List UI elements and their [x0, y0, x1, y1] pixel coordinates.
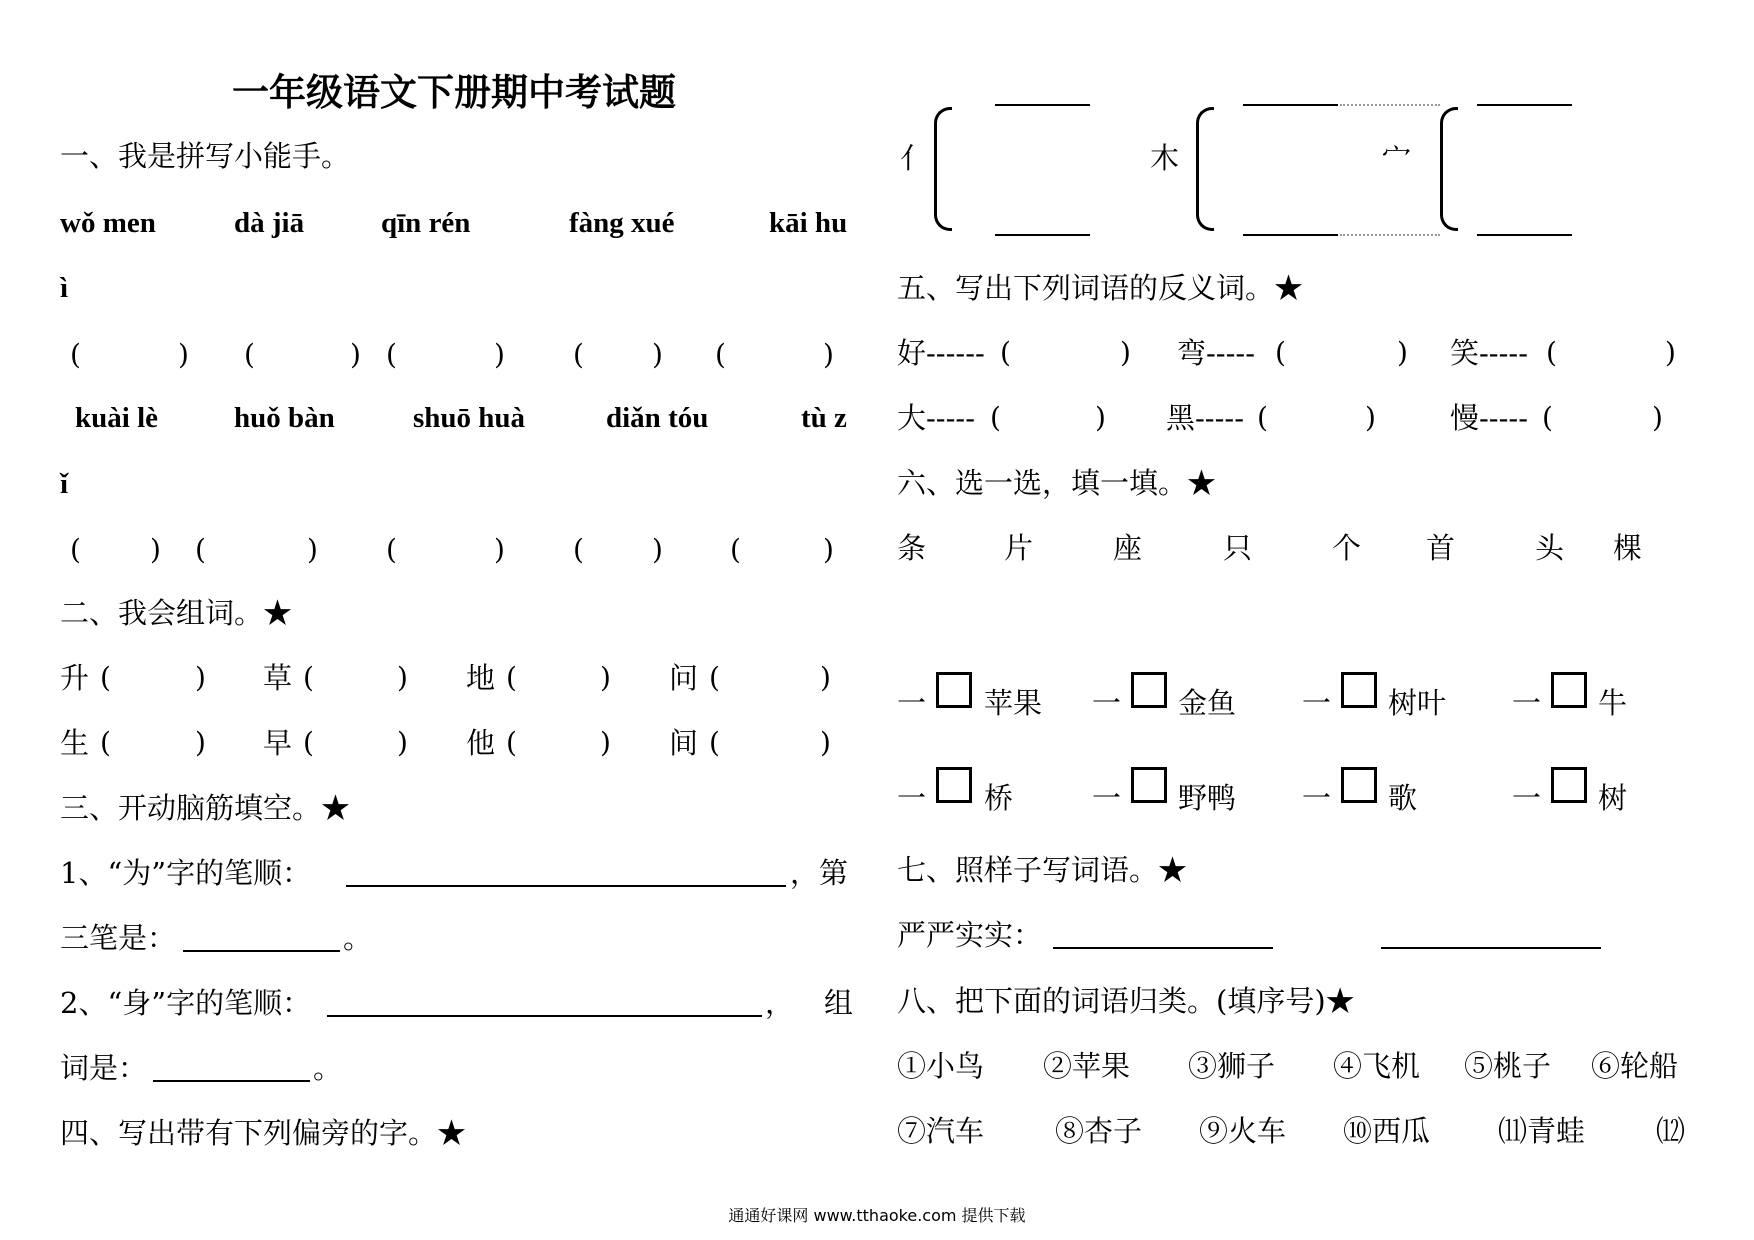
measure-word: 座 [1113, 531, 1143, 565]
measure-word: 片 [1004, 531, 1034, 565]
section-1-heading: 一、我是拼写小能手。 [60, 139, 351, 173]
answer-line[interactable] [153, 1080, 310, 1082]
measure-word: 条 [897, 531, 927, 565]
yi-char: 一 [1092, 781, 1122, 815]
fill-noun: 牛 [1598, 686, 1628, 720]
bracket [934, 107, 952, 231]
radical-char: 宀 [1382, 141, 1412, 175]
q3-1-prompt: 1、“为”字的笔顺： [60, 856, 312, 890]
paren-close: ) [820, 661, 831, 694]
pinyin-item: wǒ men [60, 207, 156, 239]
paren-open: ( [1257, 401, 1268, 434]
paren-close: ) [195, 726, 206, 759]
paren-close: ) [195, 661, 206, 694]
antonym-word: 笑----- [1450, 336, 1528, 370]
q3-2-comma: ， [765, 986, 795, 1020]
q3-2-prompt: 2、“身”字的笔顺： [60, 986, 312, 1020]
answer-line[interactable] [1243, 104, 1338, 106]
paren-close: ) [1095, 401, 1106, 434]
section-7-heading: 七、照样子写词语。★ [897, 853, 1188, 887]
zuci-char: 地 [466, 661, 496, 695]
measure-word: 个 [1332, 531, 1362, 565]
paren-close: ) [494, 533, 505, 566]
paren-close: ) [397, 726, 408, 759]
classify-item: ⑩西瓜 [1343, 1114, 1431, 1148]
radical-char: 木 [1150, 141, 1180, 175]
paren-open: ( [573, 533, 584, 566]
classify-item: ①小鸟 [897, 1049, 985, 1083]
section-5-heading: 五、写出下列词语的反义词。★ [897, 271, 1304, 305]
answer-line[interactable] [346, 885, 786, 887]
pinyin-wrap: ì [60, 272, 69, 304]
classify-item: ⑤桃子 [1464, 1049, 1552, 1083]
zuci-char: 升 [60, 661, 90, 695]
zuci-char: 生 [60, 726, 90, 760]
classify-item: ⑾青蛙 [1498, 1114, 1586, 1148]
classify-item: ④飞机 [1333, 1049, 1421, 1083]
paren-open: ( [70, 338, 81, 371]
fill-noun: 野鸭 [1178, 781, 1237, 815]
answer-line[interactable] [1477, 104, 1572, 106]
radical-char: 亻 [900, 141, 930, 175]
paren-close: ) [1397, 336, 1408, 369]
section-6-heading: 六、选一选，填一填。★ [897, 466, 1217, 500]
pinyin-item: kāi hu [769, 207, 848, 239]
section-8-heading: 八、把下面的词语归类。(填序号)★ [897, 984, 1355, 1018]
paren-close: ) [307, 533, 318, 566]
paren-close: ) [350, 338, 361, 371]
answer-line[interactable] [183, 950, 340, 952]
paren-open: ( [303, 726, 314, 759]
yi-char: 一 [1512, 686, 1542, 720]
fill-noun: 树 [1598, 781, 1628, 815]
page-title: 一年级语文下册期中考试题 [232, 70, 676, 114]
paren-open: ( [303, 661, 314, 694]
fill-noun: 桥 [984, 781, 1014, 815]
yi-char: 一 [1302, 686, 1332, 720]
classify-item: ③狮子 [1188, 1049, 1276, 1083]
paren-close: ) [600, 661, 611, 694]
zuci-char: 问 [669, 661, 699, 695]
paren-open: ( [1546, 336, 1557, 369]
answer-box[interactable] [936, 767, 972, 803]
classify-item: ⑨火车 [1199, 1114, 1287, 1148]
measure-word: 只 [1223, 531, 1253, 565]
paren-close: ) [600, 726, 611, 759]
answer-line[interactable] [995, 104, 1090, 106]
footer-text: 通通好课网 www.tthaoke.com 提供下载 [728, 1206, 1026, 1225]
answer-box[interactable] [1341, 672, 1377, 708]
antonym-word: 大----- [897, 401, 975, 435]
paren-close: ) [823, 533, 834, 566]
paren-open: ( [709, 726, 720, 759]
q3-2-continued: 词是： [60, 1051, 148, 1085]
measure-word: 头 [1535, 531, 1565, 565]
section-2-heading: 二、我会组词。★ [60, 596, 293, 630]
pinyin-item: huǒ bàn [234, 402, 335, 434]
classify-item: ⑦汽车 [897, 1114, 985, 1148]
paren-open: ( [1000, 336, 1011, 369]
paren-close: ) [1365, 401, 1376, 434]
answer-line[interactable] [1381, 947, 1601, 949]
paren-close: ) [397, 661, 408, 694]
pinyin-item: tù z [801, 402, 847, 434]
answer-line[interactable] [327, 1015, 762, 1017]
q3-1-continued: 三笔是： [60, 921, 177, 955]
dotted-line [1340, 104, 1440, 106]
zuci-char: 他 [466, 726, 496, 760]
pinyin-wrap: ǐ [60, 468, 69, 500]
paren-open: ( [506, 661, 517, 694]
paren-close: ) [820, 726, 831, 759]
paren-close: ) [652, 533, 663, 566]
paren-close: ) [1120, 336, 1131, 369]
yi-char: 一 [897, 781, 927, 815]
paren-open: ( [100, 726, 111, 759]
paren-close: ) [1652, 401, 1663, 434]
answer-line[interactable] [1477, 234, 1572, 236]
dotted-line [1340, 234, 1440, 236]
antonym-word: 黑----- [1166, 401, 1244, 435]
zuci-char: 早 [263, 726, 293, 760]
paren-open: ( [730, 533, 741, 566]
paren-open: ( [1542, 401, 1553, 434]
paren-open: ( [244, 338, 255, 371]
classify-item: ⑿ [1656, 1114, 1686, 1148]
paren-close: ) [178, 338, 189, 371]
paren-close: ) [150, 533, 161, 566]
pinyin-item: kuài lè [75, 402, 158, 434]
answer-line[interactable] [995, 234, 1090, 236]
yi-char: 一 [1302, 781, 1332, 815]
paren-open: ( [573, 338, 584, 371]
fill-noun: 苹果 [984, 686, 1043, 720]
yi-char: 一 [1512, 781, 1542, 815]
answer-line[interactable] [1053, 947, 1273, 949]
yi-char: 一 [897, 686, 927, 720]
measure-word: 首 [1426, 531, 1456, 565]
paren-open: ( [100, 661, 111, 694]
classify-item: ⑧杏子 [1055, 1114, 1143, 1148]
bracket [1196, 107, 1214, 231]
paren-open: ( [70, 533, 81, 566]
measure-word: 棵 [1613, 531, 1643, 565]
period: 。 [343, 921, 373, 955]
q7-example: 严严实实： [897, 918, 1043, 952]
fill-noun: 金鱼 [1178, 686, 1237, 720]
antonym-word: 好------ [897, 336, 985, 370]
paren-open: ( [195, 533, 206, 566]
paren-open: ( [709, 661, 720, 694]
pinyin-item: diǎn tóu [606, 402, 709, 434]
answer-box[interactable] [1551, 767, 1587, 803]
section-4-heading: 四、写出带有下列偏旁的字。★ [60, 1116, 467, 1150]
fill-noun: 树叶 [1388, 686, 1447, 720]
paren-open: ( [1275, 336, 1286, 369]
paren-close: ) [1665, 336, 1676, 369]
antonym-word: 弯----- [1177, 336, 1255, 370]
answer-box[interactable] [1131, 672, 1167, 708]
q3-2-suffix: 组 [824, 986, 854, 1020]
paren-open: ( [715, 338, 726, 371]
answer-box[interactable] [936, 672, 972, 708]
paren-open: ( [386, 338, 397, 371]
paren-close: ) [652, 338, 663, 371]
answer-line[interactable] [1243, 234, 1338, 236]
classify-item: ⑥轮船 [1591, 1049, 1679, 1083]
paren-open: ( [990, 401, 1001, 434]
paren-close: ) [823, 338, 834, 371]
zuci-char: 间 [669, 726, 699, 760]
classify-item: ②苹果 [1043, 1049, 1131, 1083]
pinyin-item: shuō huà [413, 402, 526, 434]
pinyin-item: qīn rén [381, 207, 471, 239]
paren-open: ( [386, 533, 397, 566]
q3-1-suffix: ，第 [790, 856, 849, 890]
zuci-char: 草 [263, 661, 293, 695]
period: 。 [313, 1051, 343, 1085]
pinyin-item: dà jiā [234, 207, 305, 239]
fill-noun: 歌 [1388, 781, 1418, 815]
antonym-word: 慢----- [1450, 401, 1528, 435]
answer-box[interactable] [1551, 672, 1587, 708]
answer-box[interactable] [1341, 767, 1377, 803]
paren-open: ( [506, 726, 517, 759]
paren-close: ) [494, 338, 505, 371]
bracket [1440, 107, 1458, 231]
yi-char: 一 [1092, 686, 1122, 720]
pinyin-item: fàng xué [569, 207, 675, 239]
answer-box[interactable] [1131, 767, 1167, 803]
section-3-heading: 三、开动脑筋填空。★ [60, 791, 351, 825]
